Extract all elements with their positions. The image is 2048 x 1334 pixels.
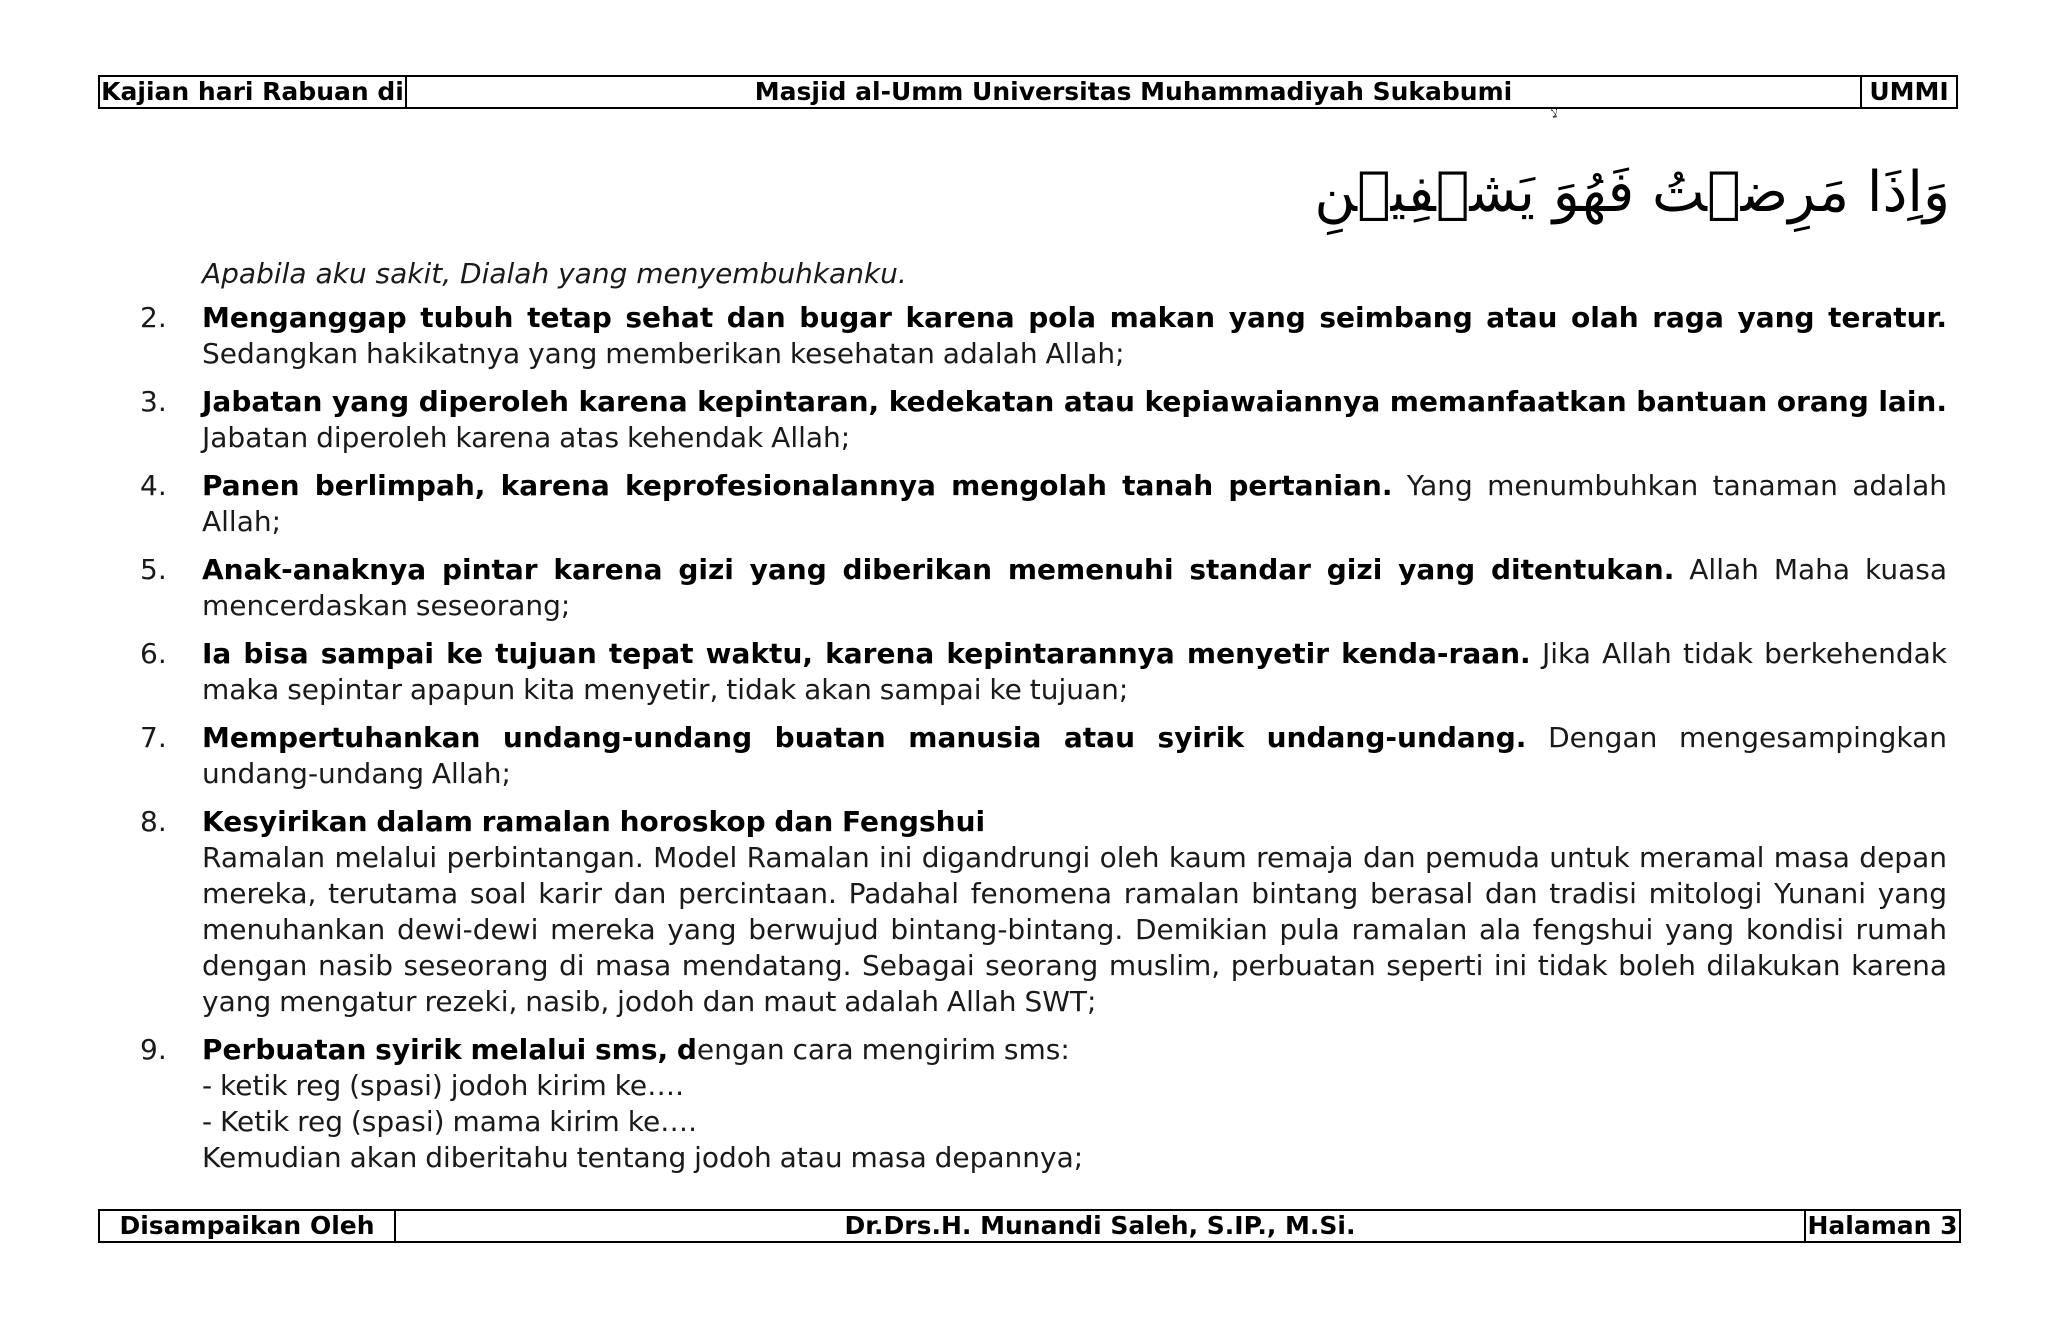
item-heading: Panen berlimpah, karena keprofesionalannya mengolah tanah pertanian. <box>202 469 1393 502</box>
item-text: engan cara mengirim sms: <box>696 1033 1070 1066</box>
footer-center: Dr.Drs.H. Munandi Saleh, S.IP., M.Si. <box>395 1210 1805 1242</box>
item-number: 6. <box>140 637 167 670</box>
item-body <box>202 720 1947 792</box>
item-heading: Kesyirikan dalam ramalan horoskop dan Fengshui <box>202 805 986 838</box>
header-right: UMMI <box>1861 76 1957 108</box>
item-body <box>202 468 1947 540</box>
item-number: 9. <box>140 1033 167 1066</box>
sms-result: Kemudian akan diberitahu tentang jodoh atau masa depannya; <box>202 1141 1084 1174</box>
footer-page-number: Halaman 3 <box>1805 1210 1960 1242</box>
item-body <box>202 636 1947 708</box>
quran-verse <box>1314 138 1950 248</box>
item-number: 7. <box>140 721 167 754</box>
item-text: Yang menumbuhkan tanaman adalah Allah; <box>202 469 1947 538</box>
page-header <box>98 75 1958 109</box>
item-text: Sedangkan hakikatnya yang memberikan kesehatan adalah Allah; <box>202 337 1125 370</box>
list-item <box>140 384 1947 456</box>
sms-step-2: - Ketik reg (spasi) mama kirim ke…. <box>202 1105 698 1138</box>
item-body <box>202 384 1947 456</box>
list-item <box>140 468 1947 540</box>
item-body <box>202 1032 1947 1176</box>
footer-left: Disampaikan Oleh <box>99 1210 395 1242</box>
list-item <box>140 552 1947 624</box>
verse-translation: Apabila aku sakit, Dialah yang menyembuhkanku. <box>202 257 907 290</box>
item-text: Jika Allah tidak berkehendak maka sepintar apapun kita menyetir, tidak akan sampai ke tujuan; <box>202 637 1947 706</box>
header-left: Kajian hari Rabuan di <box>99 76 406 108</box>
item-body <box>202 552 1947 624</box>
header-center: Masjid al-Umm Universitas Muhammadiyah Sukabumi <box>406 76 1861 108</box>
item-text: Allah Maha kuasa mencerdaskan seseorang; <box>202 553 1947 622</box>
item-body <box>202 804 1947 1020</box>
page-footer <box>98 1209 1961 1243</box>
arabic-text: وَاِذَا مَرِضۡتُ فَهُوَ يَشۡفِيۡنِ <box>1314 160 1950 225</box>
item-number: 2. <box>140 301 167 334</box>
item-text: Ramalan melalui perbintangan. Model Ramalan ini digandrungi oleh kaum remaja dan pemuda untuk meramal masa depan mereka, terutama soal karir dan percintaan. Padahal fenomena ramalan bintang berasal dan tradisi mitologi Yunani yang menuhankan dewi-dewi mereka yang berwujud bintang-bintang. Demikian pula ramalan ala fengshui yang kondisi rumah dengan nasib seseorang di masa mendatang. Sebagai seorang muslim, perbuatan seperti ini tidak boleh dilakukan karena yang mengatur rezeki, nasib, jodoh dan maut adalah Allah SWT; <box>202 841 1947 1018</box>
item-heading: Jabatan yang diperoleh karena kepintaran, kedekatan atau kepiawaiannya memanfaatkan bantuan orang lain. <box>202 385 1947 418</box>
list-item <box>140 636 1947 708</box>
item-heading: Perbuatan syirik melalui sms, d <box>202 1033 697 1066</box>
item-heading: Anak-anaknya pintar karena gizi yang diberikan memenuhi standar gizi yang ditentukan. <box>202 553 1675 586</box>
main-content <box>140 256 1947 1188</box>
item-heading: Ia bisa sampai ke tujuan tepat waktu, karena kepintarannya menyetir kenda-raan. <box>202 637 1531 670</box>
item-number: 5. <box>140 553 167 586</box>
item-number: 3. <box>140 385 167 418</box>
list-item <box>140 804 1947 1020</box>
item-first-line <box>202 1032 1947 1068</box>
item-text: Dengan mengesampingkan undang-undang Allah; <box>202 721 1947 790</box>
item-body <box>202 300 1947 372</box>
list-item <box>140 720 1947 792</box>
item-number: 4. <box>140 469 167 502</box>
item-heading: Menganggap tubuh tetap sehat dan bugar karena pola makan yang seimbang atau olah raga yang teratur. <box>202 301 1947 334</box>
sms-step-1: - ketik reg (spasi) jodoh kirim ke…. <box>202 1069 685 1102</box>
list-item <box>140 1032 1947 1176</box>
item-number: 8. <box>140 805 167 838</box>
list-item <box>140 300 1947 372</box>
item-heading: Mempertuhankan undang-undang buatan manusia atau syirik undang-undang. <box>202 721 1527 754</box>
item-text: Jabatan diperoleh karena atas kehendak Allah; <box>202 421 851 454</box>
